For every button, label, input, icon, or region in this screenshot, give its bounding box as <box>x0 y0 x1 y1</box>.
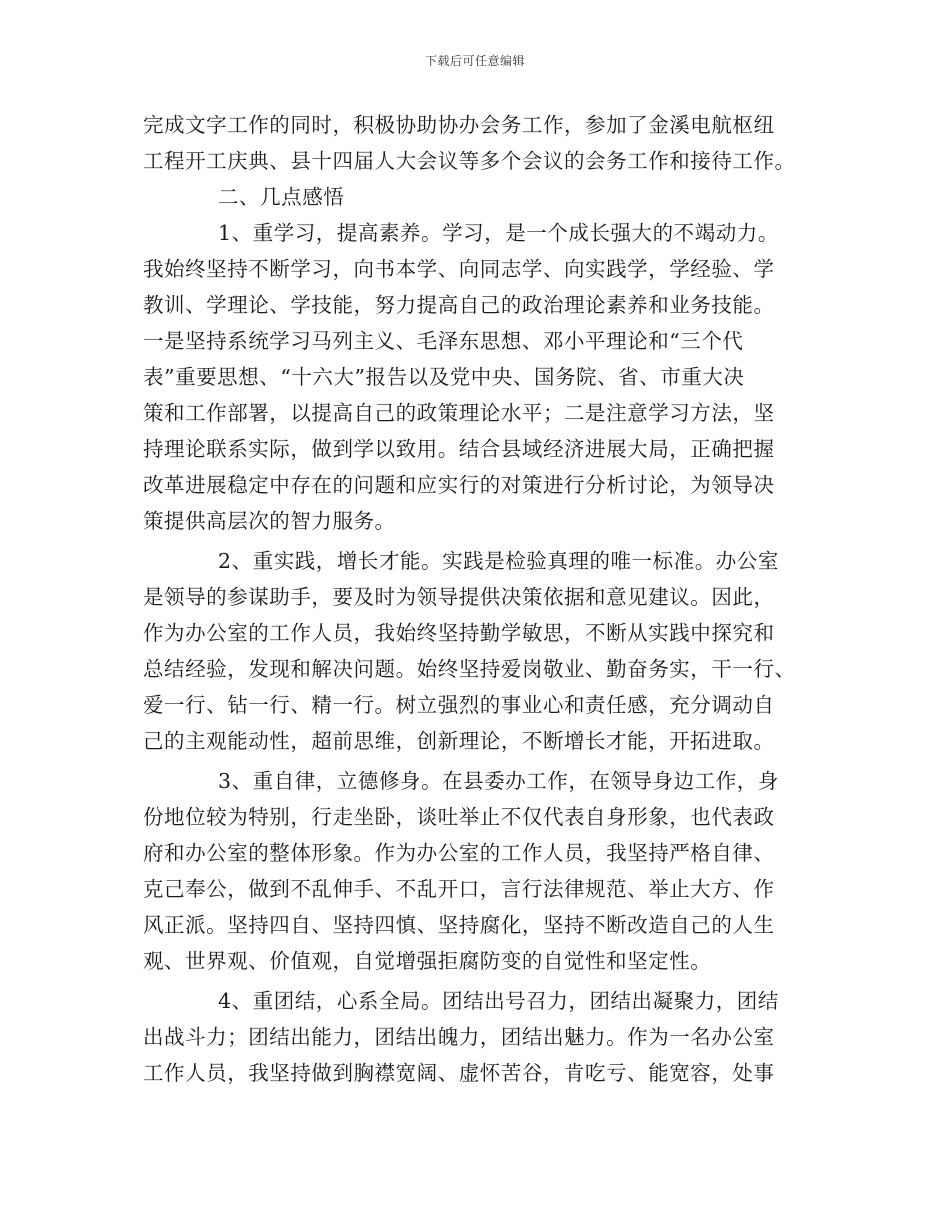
text-line: 一是坚持系统学习马列主义、毛泽东思想、邓小平理论和“三个代 <box>143 329 744 353</box>
section-heading <box>143 179 808 215</box>
text-line: 总结经验，发现和解决问题。始终坚持爱岗敬业、勤奋务实，干一行、 <box>143 657 796 681</box>
paragraph <box>143 543 808 759</box>
text-line: 我始终坚持不断学习，向书本学、向同志学、向实践学，学经验、学 <box>143 257 775 281</box>
text-line: 己的主观能动性，超前思维，创新理论，不断增长才能，开拓进取。 <box>143 729 775 753</box>
text-line: 观、世界观、价值观，自觉增强拒腐防变的自觉性和坚定性。 <box>143 949 712 973</box>
text-line: 2、重实践，增长才能。实践是检验真理的唯一标准。办公室 <box>218 549 779 573</box>
paragraph <box>143 215 808 539</box>
text-line: 完成文字工作的同时，积极协助协办会务工作，参加了金溪电航枢纽 <box>143 113 775 137</box>
text-line: 风正派。坚持四自、坚持四慎、坚持腐化，坚持不断改造自己的人生 <box>143 913 775 937</box>
text-line: 4、重团结，心系全局。团结出号召力，团结出凝聚力，团结 <box>218 989 779 1013</box>
paragraph <box>143 107 808 179</box>
text-line: 表”重要思想、“十六大”报告以及党中央、国务院、省、市重大决 <box>143 365 745 389</box>
text-line: 工程开工庆典、县十四届人大会议等多个会议的会务工作和接待工作。 <box>143 149 796 173</box>
page-header: 下载后可任意编辑 <box>424 54 525 68</box>
text-line: 持理论联系实际，做到学以致用。结合县域经济进展大局，正确把握 <box>143 437 775 461</box>
text-line: 二、几点感悟 <box>218 185 345 209</box>
text-line: 3、重自律，立德修身。在县委办工作，在领导身边工作，身 <box>218 769 779 793</box>
paragraph <box>143 983 808 1091</box>
text-line: 份地位较为特别，行走坐卧，谈吐举止不仅代表自身形象，也代表政 <box>143 805 775 829</box>
text-line: 策提供高层次的智力服务。 <box>143 509 396 533</box>
document-body <box>143 107 808 1091</box>
text-line: 策和工作部署，以提高自己的政策理论水平；二是注意学习方法，坚 <box>143 401 775 425</box>
text-line: 是领导的参谋助手，要及时为领导提供决策依据和意见建议。因此， <box>143 585 775 609</box>
text-line: 爱一行、钻一行、精一行。树立强烈的事业心和责任感，充分调动自 <box>143 693 775 717</box>
text-line: 工作人员，我坚持做到胸襟宽阔、虚怀苦谷，肯吃亏、能宽容，处事 <box>143 1061 775 1085</box>
paragraph <box>143 763 808 979</box>
text-line: 克己奉公，做到不乱伸手、不乱开口，言行法律规范、举止大方、作 <box>143 877 775 901</box>
text-line: 1、重学习，提高素养。学习，是一个成长强大的不竭动力。 <box>218 221 779 245</box>
text-line: 改革进展稳定中存在的问题和应实行的对策进行分析讨论，为领导决 <box>143 473 775 497</box>
text-line: 出战斗力；团结出能力，团结出魄力，团结出魅力。作为一名办公室 <box>143 1025 775 1049</box>
text-line: 教训、学理论、学技能，努力提高自己的政治理论素养和业务技能。 <box>143 293 775 317</box>
text-line: 作为办公室的工作人员，我始终坚持勤学敏思，不断从实践中探究和 <box>143 621 775 645</box>
text-line: 府和办公室的整体形象。作为办公室的工作人员，我坚持严格自律、 <box>143 841 775 865</box>
